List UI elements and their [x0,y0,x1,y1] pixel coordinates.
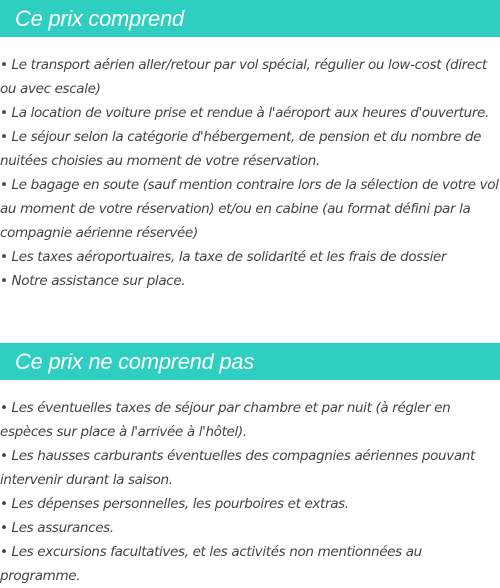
list-item: • Les assurances. [0,520,114,536]
list-item: • Le transport aérien aller/retour par vol spécial, régulier ou low-cost (direct ou avec escale) [0,57,487,97]
excludes-list [0,396,500,588]
list-item: • Le bagage en soute (sauf mention contraire lors de la sélection de votre vol au moment de votre réservation) et/ou en cabine (au format défini par la compagnie aérienne réservée) [0,177,499,241]
list-item: • Les excursions facultatives, et les activités non mentionnées au programme. [0,544,422,584]
list-item: • Le séjour selon la catégorie d'hébergement, de pension et du nombre de nuitées choisies au moment de votre réservation. [0,129,482,169]
excludes-section-header [0,343,500,380]
list-item: • Notre assistance sur place. [0,273,186,289]
includes-section-header [0,0,500,37]
includes-title: Ce prix comprend [15,5,184,31]
includes-list [0,53,500,293]
excludes-title: Ce prix ne comprend pas [15,348,254,374]
list-item: • Les dépenses personnelles, les pourboires et extras. [0,496,349,512]
list-item: • Les éventuelles taxes de séjour par chambre et par nuit (à régler en espèces sur place à l'arrivée à l'hôtel). [0,400,451,440]
list-item: • Les taxes aéroportuaires, la taxe de solidarité et les frais de dossier [0,249,447,265]
list-item: • La location de voiture prise et rendue à l'aéroport aux heures d'ouverture. [0,105,489,121]
list-item: • Les hausses carburants éventuelles des compagnies aériennes pouvant intervenir durant la saison. [0,448,475,488]
